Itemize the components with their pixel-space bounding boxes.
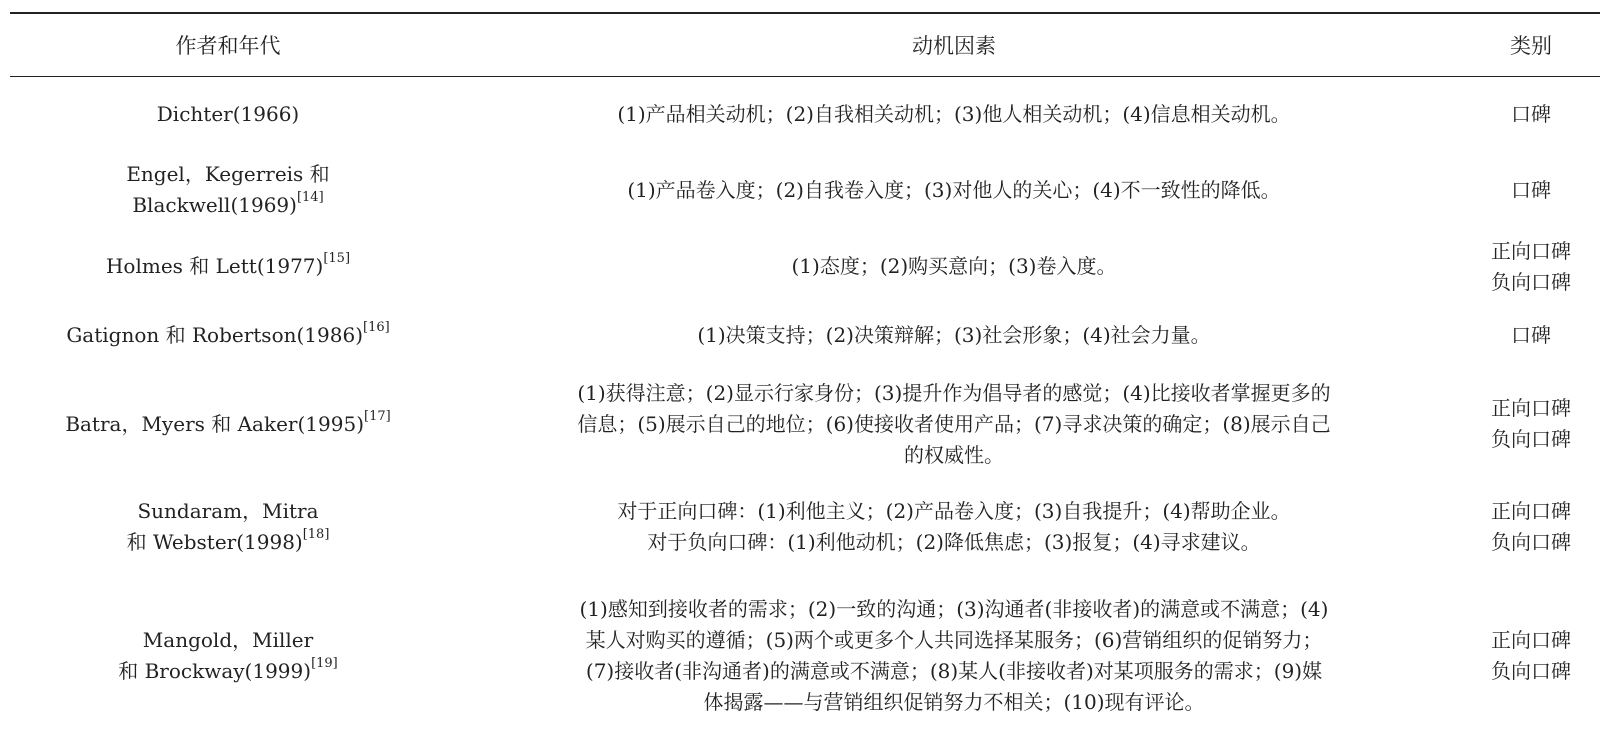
motive-cell (446, 365, 1462, 483)
table-row (10, 228, 1600, 305)
motivation-table-container (10, 12, 1600, 741)
motive-line: (1)感知到接收者的需求；(2)一致的沟通；(3)沟通者(非接收者)的满意或不满意；(4) (579, 597, 1329, 621)
motive-cell (446, 571, 1462, 741)
motive-line: 的权威性。 (904, 442, 1004, 467)
type-line: 口碑 (1511, 177, 1551, 202)
table-header (10, 13, 1600, 77)
motive-line: (1)决策支持；(2)决策辩解；(3)社会形象；(4)社会力量。 (697, 322, 1211, 347)
type-cell (1462, 77, 1600, 153)
author-cell (10, 152, 446, 228)
type-line: 负向口碑 (1491, 427, 1571, 451)
type-line: 负向口碑 (1491, 530, 1571, 554)
type-line: 口碑 (1511, 322, 1551, 347)
author-name: Gatignon 和 Robertson(1986) (66, 322, 363, 347)
author-line (16, 251, 440, 282)
type-line: 正向口碑 (1491, 628, 1571, 652)
motivation-table (10, 12, 1600, 741)
motive-line: 对于负向口碑：(1)利他动机；(2)降低焦虑；(3)报复；(4)寻求建议。 (647, 530, 1261, 554)
citation-ref: [18] (302, 527, 330, 543)
citation-ref: [15] (323, 251, 351, 267)
type-cell (1462, 152, 1600, 228)
author-line: Sundaram，Mitra (137, 499, 319, 523)
type-line: 正向口碑 (1491, 396, 1571, 420)
type-cell (1462, 228, 1600, 305)
type-cell (1462, 305, 1600, 365)
type-cell (1462, 365, 1600, 483)
motive-cell (446, 483, 1462, 571)
header-motive: 动机因素 (446, 13, 1462, 77)
table-row (10, 571, 1600, 741)
header-row (10, 13, 1600, 77)
author-line: Engel，Kegerreis 和 (126, 162, 330, 186)
author-name: Blackwell(1969) (132, 193, 297, 217)
author-line (16, 190, 440, 221)
author-name: 和 Webster(1998) (126, 530, 303, 554)
motive-line: 信息；(5)展示自己的地位；(6)使接收者使用产品；(7)寻求决策的确定；(8)展示自己 (577, 411, 1331, 436)
type-cell (1462, 483, 1600, 571)
motive-cell (446, 305, 1462, 365)
author-name: Batra，Myers 和 Aaker(1995) (65, 411, 364, 436)
motive-cell (446, 228, 1462, 305)
citation-ref: [14] (296, 190, 324, 206)
author-line (16, 656, 440, 687)
citation-ref: [16] (363, 319, 390, 335)
type-cell (1462, 571, 1600, 741)
motive-line: 某人对购买的遵循；(5)两个或更多个人共同选择某服务；(6)营销组织的促销努力； (585, 628, 1323, 652)
author-line (16, 409, 440, 440)
table-row (10, 305, 1600, 365)
table-body (10, 77, 1600, 742)
motive-cell (446, 152, 1462, 228)
motive-line: 体揭露——与营销组织促销努力不相关；(10)现有评论。 (703, 690, 1205, 714)
header-author: 作者和年代 (10, 13, 446, 77)
motive-line: 对于正向口碑：(1)利他主义；(2)产品卷入度；(3)自我提升；(4)帮助企业。 (617, 499, 1291, 523)
author-cell (10, 77, 446, 153)
author-name: Holmes 和 Lett(1977) (105, 254, 324, 278)
author-name: 和 Brockway(1999) (118, 659, 312, 683)
header-type: 类别 (1462, 13, 1600, 77)
table-row (10, 77, 1600, 153)
citation-ref: [17] (364, 408, 391, 424)
motive-line: (1)产品相关动机；(2)自我相关动机；(3)他人相关动机；(4)信息相关动机。 (617, 102, 1291, 126)
type-line: 正向口碑 (1491, 238, 1571, 263)
motive-line: (1)产品卷入度；(2)自我卷入度；(3)对他人的关心；(4)不一致性的降低。 (627, 177, 1281, 202)
author-cell (10, 305, 446, 365)
motive-line: (1)态度；(2)购买意向；(3)卷入度。 (791, 254, 1117, 278)
author-line (16, 320, 440, 351)
motive-line: (1)获得注意；(2)显示行家身份；(3)提升作为倡导者的感觉；(4)比接收者掌握更多的 (577, 380, 1331, 405)
author-cell (10, 483, 446, 571)
table-row (10, 365, 1600, 483)
author-cell (10, 365, 446, 483)
type-line: 负向口碑 (1491, 269, 1571, 294)
author-line (16, 527, 440, 558)
type-line: 负向口碑 (1491, 659, 1571, 683)
table-row (10, 483, 1600, 571)
author-cell (10, 571, 446, 741)
motive-cell (446, 77, 1462, 153)
author-cell (10, 228, 446, 305)
motive-line: (7)接收者(非沟通者)的满意或不满意；(8)某人(非接收者)对某项服务的需求；(9)媒 (585, 659, 1323, 683)
author-line: Mangold，Miller (142, 628, 314, 652)
table-row (10, 152, 1600, 228)
type-line: 口碑 (1511, 102, 1551, 126)
type-line: 正向口碑 (1491, 499, 1571, 523)
author-line: Dichter(1966) (156, 102, 300, 126)
citation-ref: [19] (311, 656, 338, 672)
